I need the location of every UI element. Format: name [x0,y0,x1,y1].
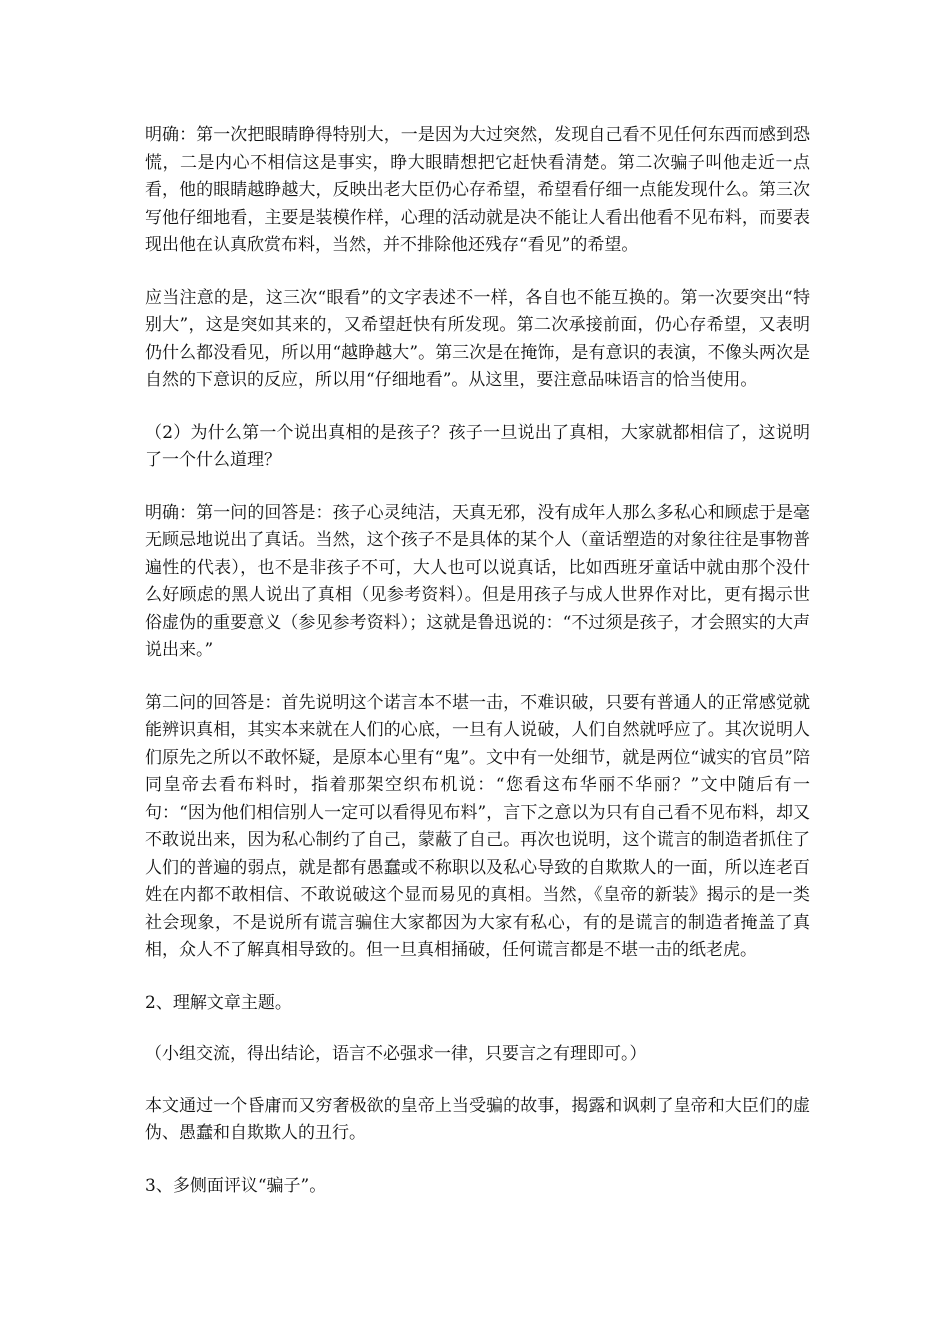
section-heading-swindlers: 3、多侧面评议“骗子”。 [145,1175,327,1196]
paragraph-theme-summary: 本文通过一个昏庸而又穷奢极欲的皇帝上当受骗的故事，揭露和讽刺了皇帝和大臣们的虚伪、愚蠢和自欺欺人的丑行。 [145,1095,810,1143]
paragraph-three-looks-note: 应当注意的是，这三次“眼看”的文字表述不一样，各自也不能互换的。第一次要突出“特别大”，这是突如其来的，又希望赶快有所发现。第二次承接前面，仍心存希望，又表明仍什么都没看见，所以用“越睁越大”。第三次是在掩饰，是有意识的表演，不像头两次是自然的下意识的反应，所以用“仔细地看”。从这里，要注意品味语言的恰当使用。 [145,287,810,390]
paragraph-first-answer: 明确：第一问的回答是：孩子心灵纯洁，天真无邪，没有成年人那么多私心和顾虑于是毫无顾忌地说出了真话。当然，这个孩子不是具体的某个人（童话塑造的对象往往是事物普遍性的代表），也不是非孩子不可，大人也可以说真话，比如西班牙童话中就由那个没什么好顾虑的黑人说出了真相（见参考资料）。但是用孩子与成人世界作对比，更有揭示世俗虚伪的重要意义（参见参考资料）；这就是鲁迅说的：“不过须是孩子，才会照实的大声说出来。” [145,502,810,660]
paragraph-group-note: （小组交流，得出结论，语言不必强求一律，只要言之有理即可。） [145,1044,647,1064]
document-page [145,122,810,1225]
section-heading-theme: 2、理解文章主题。 [145,992,292,1013]
paragraph-question-2: （2）为什么第一个说出真相的是孩子？孩子一旦说出了真相，大家就都相信了，这说明了一个什么道理？ [145,422,810,470]
paragraph-second-answer: 第二问的回答是：首先说明这个诺言本不堪一击，不难识破，只要有普通人的正常感觉就能辨识真相，其实本来就在人们的心底，一旦有人说破，人们自然就呼应了。其次说明人们原先之所以不敢怀疑，是原本心里有“鬼”。文中有一处细节，就是两位“诚实的官员”陪同皇帝去看布料时，指着那架空织布机说：“您看这布华丽不华丽？”文中随后有一句：“因为他们相信别人一定可以看得见布料”，言下之意以为只有自己看不见布料，却又不敢说出来，因为私心制约了自己，蒙蔽了自己。再次也说明，这个谎言的制造者抓住了人们的普遍的弱点，就是都有愚蠢或不称职以及私心导致的自欺欺人的一面，所以连老百姓在内都不敢相信、不敢说破这个显而易见的真相。当然，《皇帝的新装》揭示的是一类社会现象，不是说所有谎言骗住大家都因为大家有私心，有的是谎言的制造者掩盖了真相，众人不了解真相导致的。但一旦真相捅破，任何谎言都是不堪一击的纸老虎。 [145,692,810,960]
paragraph-first-look-explanation: 明确：第一次把眼睛睁得特别大，一是因为大过突然，发现自己看不见任何东西而感到恐慌，二是内心不相信这是事实，睁大眼睛想把它赶快看清楚。第二次骗子叫他走近一点看，他的眼睛越睁越大，反映出老大臣仍心存希望，希望看仔细一点能发现什么。第三次写他仔细地看，主要是装模作样，心理的活动就是决不能让人看出他看不见布料，而要表现出他在认真欣赏布料，当然，并不排除他还残存“看见”的希望。 [145,125,810,255]
